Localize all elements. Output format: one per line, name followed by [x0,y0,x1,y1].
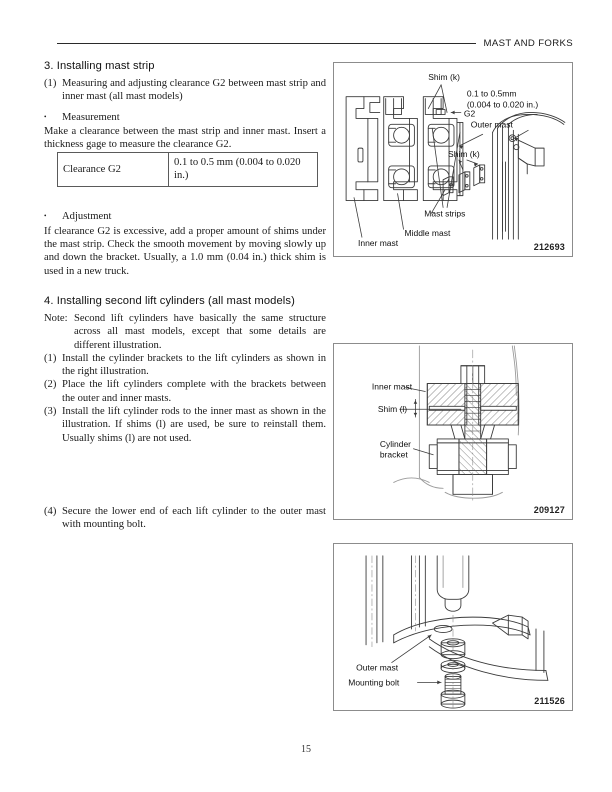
section-4-step-4 [44,505,326,532]
bullet-measurement [44,111,326,124]
spec-label-cell: Clearance G2 [58,153,169,187]
figure-1-label-middle-mast: Middle mast [404,228,451,239]
section-4-note [44,312,326,352]
section-4-step-3-text: Install the lift cylinder rods to the inner mast as shown in the illustration. If shims (l) are used, be sure to reinstall them. Usually shims (l) are not used. [62,406,326,444]
figure-1-label-shim-k-top: Shim (k) [428,71,460,82]
body-text-column [44,60,326,532]
section-4-note-label: Note: [44,312,68,324]
section-4-step-1 [44,352,326,379]
figure-3-drawing [334,544,572,710]
header-title: MAST AND FORKS [483,37,573,49]
section-4-step-4-text: Secure the lower end of each lift cylinder to the outer mast with mounting bolt. [62,505,326,531]
figure-mounting-bolt [333,543,573,711]
section-3-item-1 [44,77,326,104]
section-4-step-2-marker: (2) [44,379,57,391]
figure-1-label-mast-strips: Mast strips [424,208,466,219]
section-4-step-2-text: Place the lift cylinders complete with the brackets between the outer and inner masts. [62,379,326,404]
figure-2-label-cylinder-bracket-line1: Cylinder [379,438,412,449]
section-3-item-1-marker: (1) [44,78,57,89]
bullet-adjustment [44,210,326,223]
bullet-measurement-label: Measurement [62,111,120,123]
figure-2-number: 209127 [533,505,565,515]
figure-1-drawing [334,63,572,256]
figure-1-label-dim-mm: 0.1 to 0.5mm [466,88,517,99]
header-rule [57,43,476,44]
section-4-step-1-text: Install the cylinder brackets to the lift cylinders as shown in the right illustration. [62,352,326,378]
section-3-heading: 3. Installing mast strip [44,60,155,72]
figure-1-label-g2: G2 [463,108,476,119]
table-row [58,153,318,187]
section-4-step-3 [44,405,326,445]
figure-1-number: 212693 [533,242,565,252]
section-4-heading: 4. Installing second lift cylinders (all mast models) [44,294,295,307]
section-4-step-3-marker: (3) [44,406,57,418]
figure-3-label-mounting-bolt: Mounting bolt [348,677,400,688]
figure-cylinder-bracket [333,343,573,520]
figure-1-label-dim-in: (0.004 to 0.020 in.) [466,99,539,110]
measurement-paragraph: Make a clearance between the mast strip and inner mast. Insert a thickness gage to measure the clearance G2. [44,125,326,151]
clearance-spec-table [57,152,318,187]
bullet-dot-icon: • [44,212,47,221]
adjustment-paragraph: If clearance G2 is excessive, add a proper amount of shims under the mast strip. Check the smooth movement by moving slowly up and down the bracket. Usually, a 1.0 mm (0.04 in.) thick shim is used in a new truck. [44,225,326,277]
bullet-dot-icon: • [44,112,47,121]
section-4-step-4-marker: (4) [44,505,57,517]
section-4-note-text: Second lift cylinders have basically the same structure across all mast models, except that some details are different illustration. [74,312,326,351]
figure-3-label-outer-mast: Outer mast [356,662,399,673]
figure-2-label-inner-mast: Inner mast [371,381,413,392]
bullet-adjustment-label: Adjustment [62,211,112,223]
section-4-step-2 [44,378,326,405]
page-number: 15 [301,744,311,755]
spec-value-cell: 0.1 to 0.5 mm (0.004 to 0.020 in.) [169,153,318,187]
page-header [57,34,573,52]
figure-1-label-inner-mast: Inner mast [357,238,399,249]
section-4-step-1-marker: (1) [44,352,57,364]
figure-3-number: 211526 [534,696,565,706]
figure-1-label-shim-k-mid: Shim (k) [448,149,480,160]
figure-2-label-shim-l: Shim (l) [377,404,408,415]
figure-1-label-outer-mast: Outer mast [470,119,513,130]
figure-2-label-cylinder-bracket-line2: bracket [379,449,408,460]
figure-mast-strip-clearance [333,62,573,257]
figure-2-drawing [334,344,572,519]
section-3-item-1-text: Measuring and adjusting clearance G2 between mast strip and inner mast (all mast models) [62,78,326,103]
